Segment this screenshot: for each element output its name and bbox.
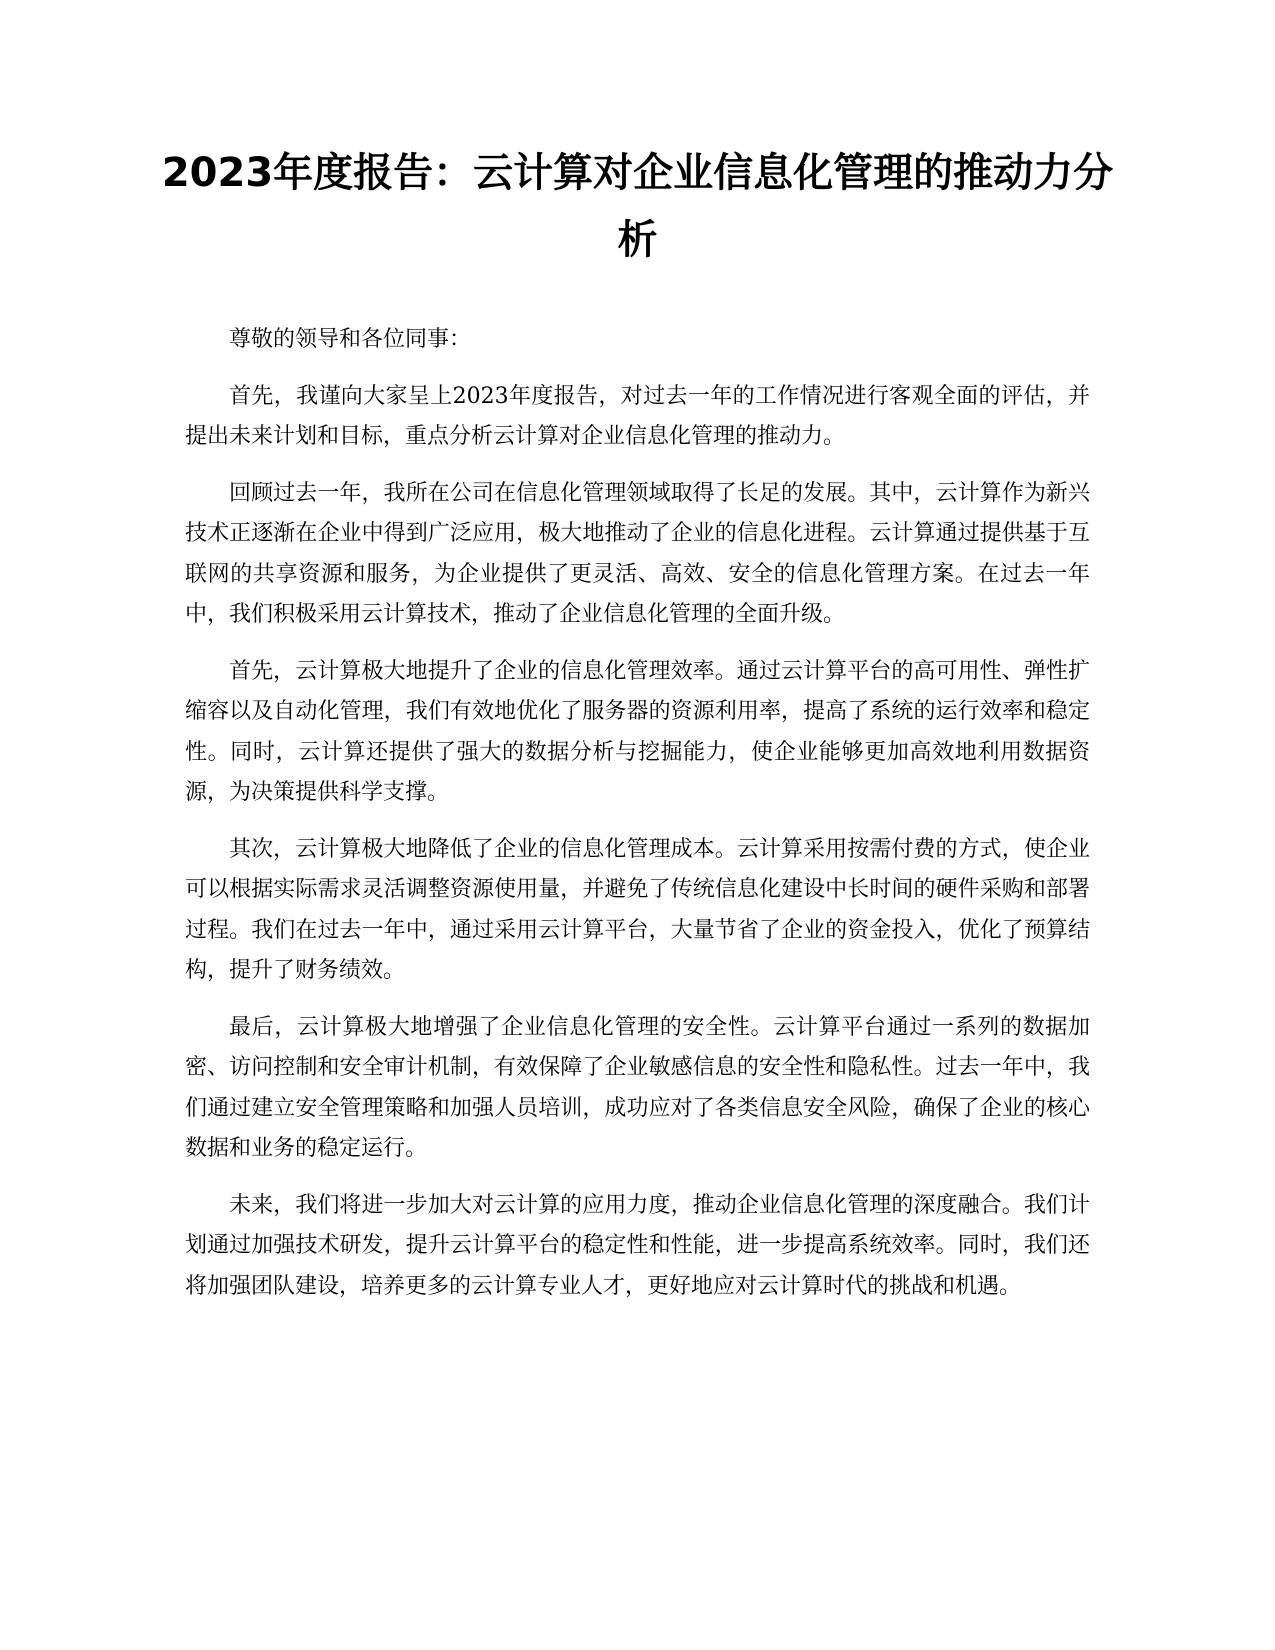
paragraph-cost: 其次，云计算极大地降低了企业的信息化管理成本。云计算采用按需付费的方式，使企业可以根据实际需求灵活调整资源使用量，并避免了传统信息化建设中长时间的硬件采购和部署过程。我们在过去一年中，通过采用云计算平台，大量节省了企业的资金投入，优化了预算结构，提升了财务绩效。 xyxy=(185,836,1090,983)
paragraph-review: 回顾过去一年，我所在公司在信息化管理领域取得了长足的发展。其中，云计算作为新兴技术正逐渐在企业中得到广泛应用，极大地推动了企业的信息化进程。云计算通过提供基于互联网的共享资源和服务，为企业提供了更灵活、高效、安全的信息化管理方案。在过去一年中，我们积极采用云计算技术，推动了企业信息化管理的全面升级。 xyxy=(185,480,1090,627)
document-title: 2023年度报告：云计算对企业信息化管理的推动力分析 xyxy=(161,150,1114,263)
paragraph-introduction: 首先，我谨向大家呈上2023年度报告，对过去一年的工作情况进行客观全面的评估，并提出未来计划和目标，重点分析云计算对企业信息化管理的推动力。 xyxy=(185,383,1090,449)
paragraph-security: 最后，云计算极大地增强了企业信息化管理的安全性。云计算平台通过一系列的数据加密、访问控制和安全审计机制，有效保障了企业敏感信息的安全性和隐私性。过去一年中，我们通过建立安全管理策略和加强人员培训，成功应对了各类信息安全风险，确保了企业的核心数据和业务的稳定运行。 xyxy=(185,1014,1090,1161)
paragraph-efficiency: 首先，云计算极大地提升了企业的信息化管理效率。通过云计算平台的高可用性、弹性扩缩容以及自动化管理，我们有效地优化了服务器的资源利用率，提高了系统的运行效率和稳定性。同时，云计算还提供了强大的数据分析与挖掘能力，使企业能够更加高效地利用数据资源，为决策提供科学支撑。 xyxy=(185,658,1090,805)
paragraph-future: 未来，我们将进一步加大对云计算的应用力度，推动企业信息化管理的深度融合。我们计划通过加强技术研发，提升云计算平台的稳定性和性能，进一步提高系统效率。同时，我们还将加强团队建设，培养更多的云计算专业人才，更好地应对云计算时代的挑战和机遇。 xyxy=(185,1192,1090,1299)
document-body xyxy=(185,320,1090,1323)
paragraph-salutation: 尊敬的领导和各位同事： xyxy=(229,327,472,352)
